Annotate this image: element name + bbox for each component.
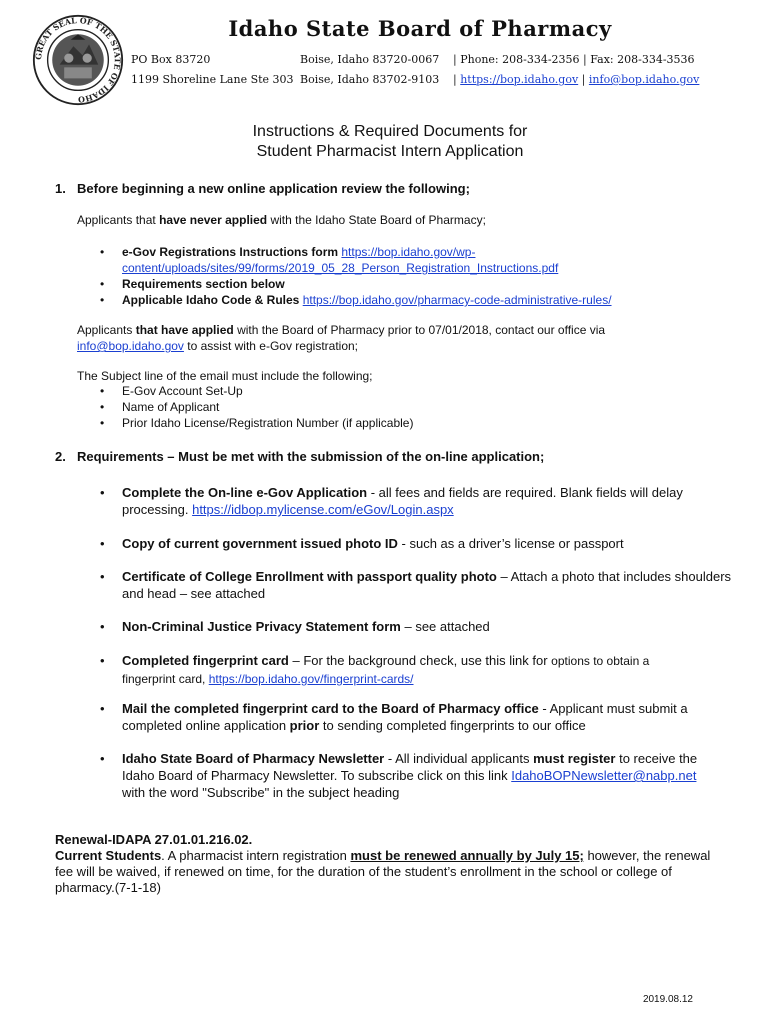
bullet-icon: • <box>100 277 105 291</box>
bullet-icon: • <box>100 416 105 430</box>
renewal-text: . A pharmacist intern registration <box>161 848 351 863</box>
intro-text: Applicants that <box>77 213 160 227</box>
separator: | <box>453 73 457 86</box>
requirement-text: - Applicant must submit a completed online application <box>122 701 688 733</box>
header-po-box: PO Box 83720 <box>131 53 211 66</box>
requirement-text: – Attach a photo that includes shoulders and head – see attached <box>122 569 732 601</box>
subject-item: E-Gov Account Set-Up <box>122 384 243 398</box>
requirement-text: with the word "Subscribe" in the subject heading <box>122 785 400 800</box>
list-item <box>100 652 732 688</box>
renewal-body <box>55 848 725 896</box>
bullet-icon: • <box>100 569 105 584</box>
code-rules-link[interactable]: https://bop.idaho.gov/pharmacy-code-administrative-rules/ <box>302 293 612 307</box>
info-email-link[interactable]: info@bop.idaho.gov <box>77 339 184 353</box>
renewal-heading: Renewal-IDAPA 27.01.01.216.02. <box>55 832 253 847</box>
prior-bold: that have applied <box>135 323 234 337</box>
header-contact-row2 <box>453 73 699 86</box>
section1-heading <box>55 181 470 196</box>
title-line1: Instructions & Required Documents for <box>252 123 528 140</box>
bullet-icon: • <box>100 293 105 307</box>
section2-title: Requirements – Must be met with the submission of the on-line application; <box>77 449 545 464</box>
section2-heading <box>55 449 544 464</box>
list-item <box>100 750 722 801</box>
requirement-text: - all fees and fields are required. Blank fields will delay processing. <box>122 485 683 517</box>
bullet-icon: • <box>100 653 105 668</box>
email-link[interactable]: info@bop.idaho.gov <box>588 73 700 86</box>
list-item <box>100 244 682 276</box>
prior-text-tail: to assist with e-Gov registration; <box>183 339 359 353</box>
requirement-bold: Non-Criminal Justice Privacy Statement form <box>122 619 401 634</box>
revision-date: 2019.08.12 <box>642 994 693 1005</box>
separator: | <box>583 53 587 66</box>
fingerprint-cards-link[interactable]: https://bop.idaho.gov/fingerprint-cards/ <box>208 672 414 686</box>
link-part: content/uploads/sites/99/forms/2019_05_28_Person_Registration_Instructions.pdf <box>122 261 559 275</box>
title-line2: Student Pharmacist Intern Application <box>256 143 524 160</box>
header-phone: Phone: 208-334-2356 <box>460 53 580 66</box>
list-item-bold: Applicable Idaho Code & Rules <box>122 293 303 307</box>
subject-item: Name of Applicant <box>122 400 220 414</box>
renewal-deadline: must be renewed annually by July 15; <box>350 848 584 863</box>
header-city-street: Boise, Idaho 83702-9103 <box>300 73 440 86</box>
list-item-bold: Requirements section below <box>122 277 285 291</box>
bullet-icon: • <box>100 536 105 551</box>
intro-bold: have never applied <box>159 213 268 227</box>
list-item <box>100 415 414 431</box>
prior-applicants-text <box>77 322 605 354</box>
requirement-bold: Completed fingerprint card <box>122 653 289 668</box>
requirement-bold: prior <box>289 718 320 733</box>
intro-text-end: with the Idaho State Board of Pharmacy; <box>267 213 486 227</box>
header-fax: Fax: 208-334-3536 <box>590 53 695 66</box>
separator: | <box>581 73 586 86</box>
requirement-text: - All individual applicants <box>384 751 534 766</box>
section1-intro <box>77 212 486 228</box>
bullet-icon: • <box>100 400 105 414</box>
document-title <box>0 122 770 162</box>
requirement-text: to receive the Idaho Board of Pharmacy Newsletter. To subscribe click on this link <box>122 751 698 783</box>
list-item <box>100 292 612 308</box>
section2-number: 2. <box>55 449 66 464</box>
prior-text-end: with the Board of Pharmacy prior to 07/01/2018, contact our office via <box>233 323 606 337</box>
website-link[interactable]: https://bop.idaho.gov <box>460 73 579 86</box>
bullet-icon: • <box>100 751 105 766</box>
bullet-icon: • <box>100 245 105 259</box>
bullet-icon: • <box>100 701 105 716</box>
requirement-bold: Mail the completed fingerprint card to the Board of Pharmacy office <box>122 701 539 716</box>
list-item <box>100 484 732 518</box>
subject-item: Prior Idaho License/Registration Number (if applicable) <box>122 416 414 430</box>
bullet-icon: • <box>100 619 105 634</box>
link-part: https://bop.idaho.gov/wp- <box>341 245 476 259</box>
renewal-text: however, the renewal fee will be waived, if renewed on time, for the duration of the student’s enrollment in the school or college of pharmacy.(7-1-18) <box>55 848 711 895</box>
requirement-bold: Copy of current government issued photo ID <box>122 536 398 551</box>
list-item <box>100 618 732 635</box>
requirement-text: to sending completed fingerprints to our office <box>319 718 586 733</box>
list-item <box>100 383 243 399</box>
newsletter-email-link[interactable]: IdahoBOPNewsletter@nabp.net <box>511 768 697 783</box>
section1-title: Before beginning a new online application review the following; <box>77 181 470 196</box>
bullet-icon: • <box>100 485 105 500</box>
svg-text:GREAT SEAL OF THE STATE OF IDA: GREAT SEAL OF THE STATE OF IDAHO <box>34 16 122 104</box>
requirement-text-small: options to obtain a <box>551 654 650 668</box>
list-item <box>100 535 732 552</box>
requirement-bold: must register <box>533 751 616 766</box>
renewal-bold: Current Students <box>55 848 162 863</box>
list-item <box>100 399 220 415</box>
section1-number: 1. <box>55 181 66 196</box>
bullet-icon: • <box>100 384 105 398</box>
header-contact-row1 <box>453 53 695 66</box>
renewal-section <box>55 832 725 896</box>
list-item-bold: e-Gov Registrations Instructions form <box>122 245 342 259</box>
agency-name: Idaho State Board of Pharmacy <box>228 16 612 41</box>
list-item <box>100 568 732 602</box>
header-city-mailing: Boise, Idaho 83720-0067 <box>300 53 440 66</box>
egov-login-link[interactable]: https://idbop.mylicense.com/eGov/Login.aspx <box>192 502 454 517</box>
requirement-text: - such as a driver’s license or passport <box>397 536 624 551</box>
requirement-text-small: fingerprint card, <box>122 672 209 686</box>
list-item <box>100 700 732 734</box>
list-item <box>100 276 285 292</box>
prior-text: Applicants <box>77 323 136 337</box>
requirement-bold: Idaho State Board of Pharmacy Newsletter <box>122 751 385 766</box>
requirement-bold: Complete the On-line e-Gov Application <box>122 485 368 500</box>
header-street: 1199 Shoreline Lane Ste 303 <box>131 73 294 86</box>
requirement-bold: Certificate of College Enrollment with passport quality photo <box>122 569 497 584</box>
subject-line-intro: The Subject line of the email must include the following; <box>77 369 373 383</box>
requirement-text: – see attached <box>400 619 490 634</box>
separator: | <box>453 53 457 66</box>
requirement-text: – For the background check, use this link for <box>288 653 552 668</box>
